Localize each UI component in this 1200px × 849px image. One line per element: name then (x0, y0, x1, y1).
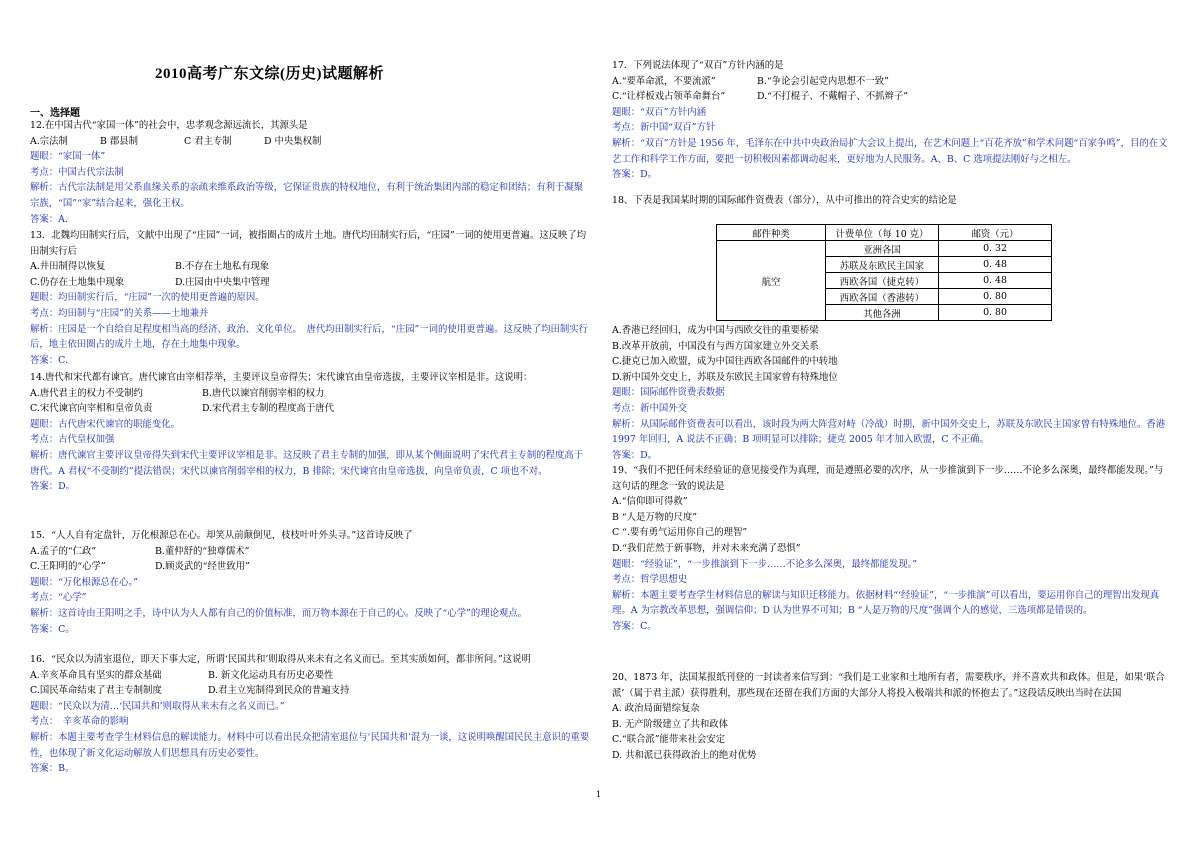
option-a: A.孟子的“仁政” (30, 545, 97, 557)
option-d: D.庄园由中央集中管理 (175, 276, 270, 288)
section-heading: 一、选择题 (30, 108, 80, 119)
option-c: C.王阳明的“心学” (30, 561, 106, 573)
tiyan: 题眼：古代唐宋代谏官的职能变化。 (30, 418, 181, 430)
options-row (612, 74, 1172, 90)
options-row (30, 544, 527, 560)
region-cell: 苏联及东欧民主国家 (826, 257, 939, 273)
jiexi: 解析：“双百”方针是 1956 年，毛泽东在中共中央政治局扩大会议上提出，在艺术问题上“百花齐放”和学术问题“百家争鸣”，目的在文艺工作和科学工作方面，要把一切积极因素都调动起来，更好地为人民服务。A、B、C 选项提法刚好与之相左。 (612, 137, 1168, 165)
answer: 答案：A． (30, 213, 75, 225)
option-b: B.改革开放前，中国没有与西方国家建立外交关系 (612, 340, 819, 352)
option-a: A.“信仰即可得救” (612, 496, 688, 508)
option-b: B.唐代以谏官削弱宰相的权力 (202, 387, 325, 399)
answer: 答案：D。 (612, 449, 658, 461)
price-cell: 0. 80 (939, 289, 1052, 305)
option-d: D.“不打棍子、不戴帽子、不抓辫子” (757, 91, 908, 103)
question-13 (30, 228, 592, 368)
option-a: A.井田制得以恢复 (30, 261, 106, 273)
question-stem: 14.唐代和宋代都有谏官。唐代谏官由宰相荐举，主要评议皇帝得失；宋代谏官由皇帝选拔，主要评议宰相是非。这说明： (30, 372, 533, 383)
question-stem: 19、“我们不把任何未经验证的意见接受作为真理，而是遵照必要的次序，从一步推演到下一步……不论多么深奥，最终都能发现。”与这句话的理念一致的说法是 (612, 465, 1164, 492)
question-18 (612, 323, 1172, 463)
option-a: A.辛亥革命具有坚实的群众基础 (30, 669, 162, 681)
question-12 (30, 118, 592, 227)
option-a: A.“要革命派，不要流派” (612, 75, 716, 87)
region-cell: 亚洲各国 (826, 241, 939, 257)
answer: 答案：C。 (30, 623, 75, 635)
region-cell: 西欧各国（香港转） (826, 289, 939, 305)
option-b: B. 无产阶级建立了共和政体 (612, 718, 728, 730)
kaodian: 考点：“心学” (30, 592, 87, 604)
postage-table (716, 224, 1052, 321)
region-cell: 其他各洲 (826, 305, 939, 321)
question-stem: 12.在中国古代“家国一体”的社会中，忠孝观念源远流长，其源头是 (30, 120, 308, 131)
options-row (30, 668, 592, 684)
kaodian: 考点：新中国外交 (612, 402, 688, 414)
options-row (30, 401, 592, 417)
jiexi: 解析：本题主要考查学生材料信息的解读能力。材料中可以看出民众把清室退位与‘民国共和’混为一谈，这说明唤醒国民民主意识的重要性，也体现了新文化运动解放人们思想具有历史必要性。 (30, 731, 590, 759)
tiyan: 题眼：均田制实行后，“庄园”一次的使用更普遍的原因。 (30, 292, 265, 304)
question-20 (612, 670, 1172, 764)
options-row (30, 134, 592, 150)
table-header: 邮件种类 (717, 225, 826, 241)
kaodian: 考点：新中国“双百”方针 (612, 122, 716, 134)
option-c: C “.要有勇气运用你自己的理智” (612, 527, 748, 539)
answer: 答案：D。 (30, 481, 76, 493)
option-c: C 君主专制 (184, 135, 232, 147)
question-stem: 17．下列说法体现了“双百”方针内涵的是 (612, 60, 784, 71)
question-stem: 16．“民众以为清室退位，即天下事大定，所谓‘民国共和’则取得从来未有之名义而已。至其实质如何，都非所问。”这说明 (30, 654, 531, 665)
option-b: B.不存在土地私有现象 (175, 261, 270, 273)
page-number: 1 (596, 790, 602, 799)
table-header-row (717, 225, 1052, 241)
mail-kind-cell: 航空 (717, 241, 826, 321)
region-cell: 西欧各国（捷克转） (826, 273, 939, 289)
option-c: C.“让样板戏占领革命舞台” (612, 91, 726, 103)
option-a: A.唐代君主的权力不受制约 (30, 387, 143, 399)
option-d: D.新中国外交史上，苏联及东欧民主国家曾有特殊地位 (612, 371, 838, 383)
option-b: B.“争论会引起党内思想不一致” (757, 75, 889, 87)
kaodian: 考点：哲学思想史 (612, 574, 688, 586)
tiyan: 题眼：“家国一体” (30, 151, 106, 163)
option-b: B. 新文化运动具有历史必要性 (208, 669, 334, 681)
options-row (30, 559, 527, 575)
jiexi: 解析：本题主要考查学生材料信息的解读与知识迁移能力。依据材料“‘经验证”，“一步推演”可以看出，要运用你自己的理智出发现真理。A 为宗教改革思想，强调信仰；D 认为世界不可知；B “人是万物的尺度”强调个人的感觉，三选项都是错误的。 (612, 589, 1160, 617)
options-row (612, 89, 1172, 105)
question-17 (612, 58, 1172, 183)
option-d: D.顾炎武的“经世致用” (155, 561, 250, 573)
option-d: D 中央集权制 (264, 135, 322, 147)
question-15 (30, 528, 527, 637)
option-d: D.“我们茫然于新事物，并对未来充满了恐惧” (612, 542, 801, 554)
kaodian: 考点：均田制与“庄园”的关系——土地兼并 (30, 307, 209, 319)
tiyan: 题眼：国际邮件资费表数据 (612, 387, 725, 399)
options-row (30, 259, 592, 275)
option-a: A.香港已经回归，成为中国与西欧交往的重要桥梁 (612, 325, 819, 336)
option-d: D.宋代君主专制的程度高于唐代 (202, 403, 335, 415)
price-cell: 0. 48 (939, 257, 1052, 273)
price-cell: 0. 48 (939, 273, 1052, 289)
option-c: C.国民革命结束了君主专制制度 (30, 685, 162, 697)
question-16 (30, 652, 592, 777)
tiyan: 题眼：“经验证”，“一步推演到下一步……不论多么深奥，最终都能发现。” (612, 558, 918, 570)
option-b: B 郡县制 (100, 135, 138, 147)
option-c: C.捷克已加入欧盟，成为中国往西欧各国邮件的中转地 (612, 356, 838, 368)
option-c: C.宋代谏官向宰相和皇帝负责 (30, 403, 153, 415)
question-18-stem (612, 193, 957, 209)
kaodian: 考点：中国古代宗法制 (30, 166, 124, 178)
options-row (30, 275, 592, 291)
question-stem: 15．“人人自有定盘针，万化根源总在心。却笑从前颠倒见，枝枝叶叶外头寻。”这首诗反映了 (30, 530, 413, 541)
question-14 (30, 370, 592, 495)
jiexi: 解析：这首诗由王阳明之手，诗中认为人人都有自己的价值标准，而万物本源在于自己的心。反映了“心学”的理论观点。 (30, 607, 528, 619)
jiexi: 解析：庄园是一个自给自足程度相当高的经济、政治、文化单位。 唐代均田制实行后，“庄园”一词的使用更普遍。这反映了均田制实行后，地主依田圈占的成片土地，存在土地集中现象。 (30, 323, 589, 351)
option-b: B “人是万物的尺度” (612, 511, 698, 523)
option-a: A. 政治局面错综复杂 (612, 703, 700, 715)
option-c: C.“联合派”能带来社会安定 (612, 734, 726, 746)
kaodian: 考点： 辛亥革命的影响 (30, 716, 129, 728)
question-19 (612, 463, 1172, 635)
question-stem: 18、下表是我国某时期的国际邮件资费表（部分），从中可推出的符合史实的结论是 (612, 195, 957, 206)
table-header: 邮资（元） (939, 225, 1052, 241)
options-row (30, 386, 592, 402)
option-d: D. 共和派已获得政治上的绝对优势 (612, 749, 757, 761)
kaodian: 考点：古代皇权加强 (30, 434, 115, 446)
tiyan: 题眼：“民众以为清…‘民国共和’则取得从来未有之名义而已。” (30, 700, 285, 712)
question-stem: 13．北魏均田制实行后，文献中出现了“庄园”一词，被指圈占的成片土地。唐代均田制实行后，“庄园”一词的使用更普遍。这反映了均田制实行后 (30, 230, 587, 257)
option-c: C.仍存在土地集中现象 (30, 276, 125, 288)
answer: 答案：C。 (612, 620, 657, 632)
option-b: B.董仲舒的“独尊儒术” (155, 545, 250, 557)
price-cell: 0. 32 (939, 241, 1052, 257)
tiyan: 题眼：“万化根源总在心。” (30, 576, 139, 588)
answer: 答案：C． (30, 354, 75, 366)
answer: 答案：B。 (30, 763, 75, 775)
answer: 答案：D。 (612, 169, 658, 181)
tiyan: 题眼：“双百”方针内涵 (612, 106, 706, 118)
jiexi: 解析：古代宗法制是用父系血缘关系的亲疏来维系政治等级，它保证贵族的特权地位，有利于统治集团内部的稳定和团结；有利于凝聚宗族，“国”“家”结合起来，强化王权。 (30, 182, 584, 209)
jiexi: 解析：唐代谏官主要评议皇帝得失到宋代主要评议宰相是非。这反映了君主专制的加强，即从某个侧面说明了宋代君主专制的程度高于唐代。A 君权“不受制约”提法错误；宋代以谏官削弱宰相的权力，B 排除；宋代谏官由皇帝选拔，向皇帝负责，C 项也不对。 (30, 449, 584, 477)
price-cell: 0. 80 (939, 305, 1052, 321)
options-row (30, 683, 592, 699)
jiexi: 解析：从国际邮件资费表可以看出，该时段为两大阵营对峙（冷战）时期，新中国外交史上，苏联及东欧民主国家曾有特殊地位。香港 1997 年回归，A 说法不正确；B 项明显可以排除；捷克 2005 年才加入欧盟，C 不正确。 (612, 418, 1166, 446)
document-title: 2010高考广东文综(历史)试题解析 (155, 66, 384, 82)
table-row (717, 241, 1052, 257)
question-stem: 20、1873 年，法国某报纸刊登的一封读者来信写到：“我们是工业家和土地所有者，需要秩序，并不喜欢共和政体。但是，如果‘联合派’（属于君主派）获得胜利，那些现在还留在我们方面的大部分人将投入极端共和派的怀抱去了。”这段话反映出当时在法国 (612, 672, 1165, 699)
option-a: A.宗法制 (30, 135, 68, 147)
option-d: D.君主立宪制得到民众的普遍支持 (208, 685, 350, 697)
table-header: 计费单位（每 10 克） (826, 225, 939, 241)
